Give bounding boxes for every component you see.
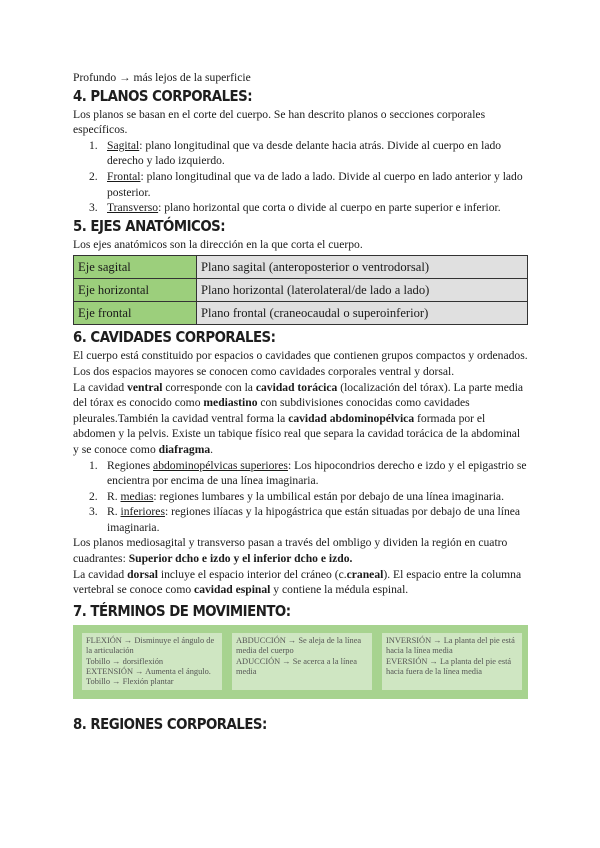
- section-8-title: 8. REGIONES CORPORALES:: [73, 714, 267, 733]
- section-7-title: 7. TÉRMINOS DE MOVIMIENTO:: [73, 601, 291, 620]
- list-item: 3. Transverso: plano horizontal que corta o divide al cuerpo en parte superior e inferior.: [89, 201, 501, 215]
- list-item: 1. Regiones abdominopélvicas superiores: Los hipocondrios derecho e izdo y el epigastrio se encientra por encima de una línea imaginaria.: [89, 458, 527, 488]
- plane-cell: Plano horizontal (laterolateral/de lado a lado): [197, 279, 528, 302]
- section-6-para-2: La cavidad ventral corresponde con la cavidad torácica (localización del tórax). La parte media del tórax es conocido como mediastino con subdivisiones conocidas como cavidades pleurales.También la cavidad ventral forma la cavidad abdominopélvica formada por el abdomen y la pelvis. Existe un tabique físico real que separa la cavidad torácica de la abdominal y se conoce como diafragma.: [73, 380, 524, 456]
- section-5-intro: Los ejes anatómicos son la dirección en la que corta el cuerpo.: [73, 237, 363, 251]
- axis-cell: Eje sagital: [74, 256, 197, 279]
- section-5-title: 5. EJES ANATÓMICOS:: [73, 216, 226, 235]
- regions-list: [73, 458, 528, 536]
- term-frontal: Frontal: [107, 169, 141, 183]
- list-item: 1. Sagital: plano longitudinal que va desde delante hacia atrás. Divide al cuerpo en lado derecho y lado izquierdo.: [89, 138, 502, 168]
- movement-cell-abduction: ABDUCCIÓN → Se aleja de la línea media del cuerpo ADUCCIÓN → Se acerca a la línea media: [232, 633, 372, 690]
- movement-cell-flexion: FLEXIÓN → Disminuye el ángulo de la articulación Tobillo → dorsiflexión EXTENSIÓN → Aumenta el ángulo. Tobillo → Flexión plantar: [82, 633, 222, 690]
- section-6-title: 6. CAVIDADES CORPORALES:: [73, 328, 276, 347]
- axes-table: [73, 255, 528, 325]
- axis-cell: Eje horizontal: [74, 279, 197, 302]
- table-row: [74, 279, 528, 302]
- movement-terms-box: [73, 625, 528, 699]
- axis-cell: Eje frontal: [74, 302, 197, 325]
- section-4-title: 4. PLANOS CORPORALES:: [73, 86, 253, 105]
- movement-cell-inversion: INVERSIÓN → La planta del pie está hacia la línea media EVERSIÓN → La planta del pie está hacia fuera de la línea media: [382, 633, 522, 690]
- section-6-para-1: El cuerpo está constituido por espacios o cavidades que contienen grupos compactos y ordenados. Los dos espacios mayores se conocen como cavidades corporales ventral y dorsal.: [73, 349, 528, 378]
- document-page: [73, 70, 528, 735]
- list-item: 3. R. inferiores: regiones ilíacas y la hipogástrica que están situadas por debajo de una línea imaginaria.: [89, 505, 521, 534]
- section-4-intro: Los planos se basan en el corte del cuerpo. Se han descrito planos o secciones corporales específicos.: [73, 107, 486, 137]
- intro-line: Profundo → más lejos de la superficie: [73, 71, 251, 84]
- list-item: 2. Frontal: plano longitudinal que va de lado a lado. Divide al cuerpo en lado anterior y lado posterior.: [89, 169, 523, 199]
- term-transverso: Transverso: [107, 201, 159, 215]
- plane-cell: Plano sagital (anteroposterior o ventrodorsal): [197, 256, 528, 279]
- plane-cell: Plano frontal (craneocaudal o superoinferior): [197, 302, 528, 325]
- section-6-para-4: La cavidad dorsal incluye el espacio interior del cráneo (c.craneal). El espacio entre la columna vertebral se conoce como cavidad espinal y contiene la médula espinal.: [73, 567, 522, 597]
- term-sagital: Sagital: [107, 138, 140, 152]
- table-row: [74, 256, 528, 279]
- table-row: [74, 302, 528, 325]
- section-6-para-3: Los planos mediosagital y transverso pasan a través del ombligo y dividen la región en cuatro cuadrantes: Superior dcho e izdo y el inferior dcho e izdo.: [73, 536, 508, 566]
- list-item: 2. R. medias: regiones lumbares y la umbilical están por debajo de una línea imaginaria.: [89, 489, 504, 503]
- planes-list: [73, 138, 528, 216]
